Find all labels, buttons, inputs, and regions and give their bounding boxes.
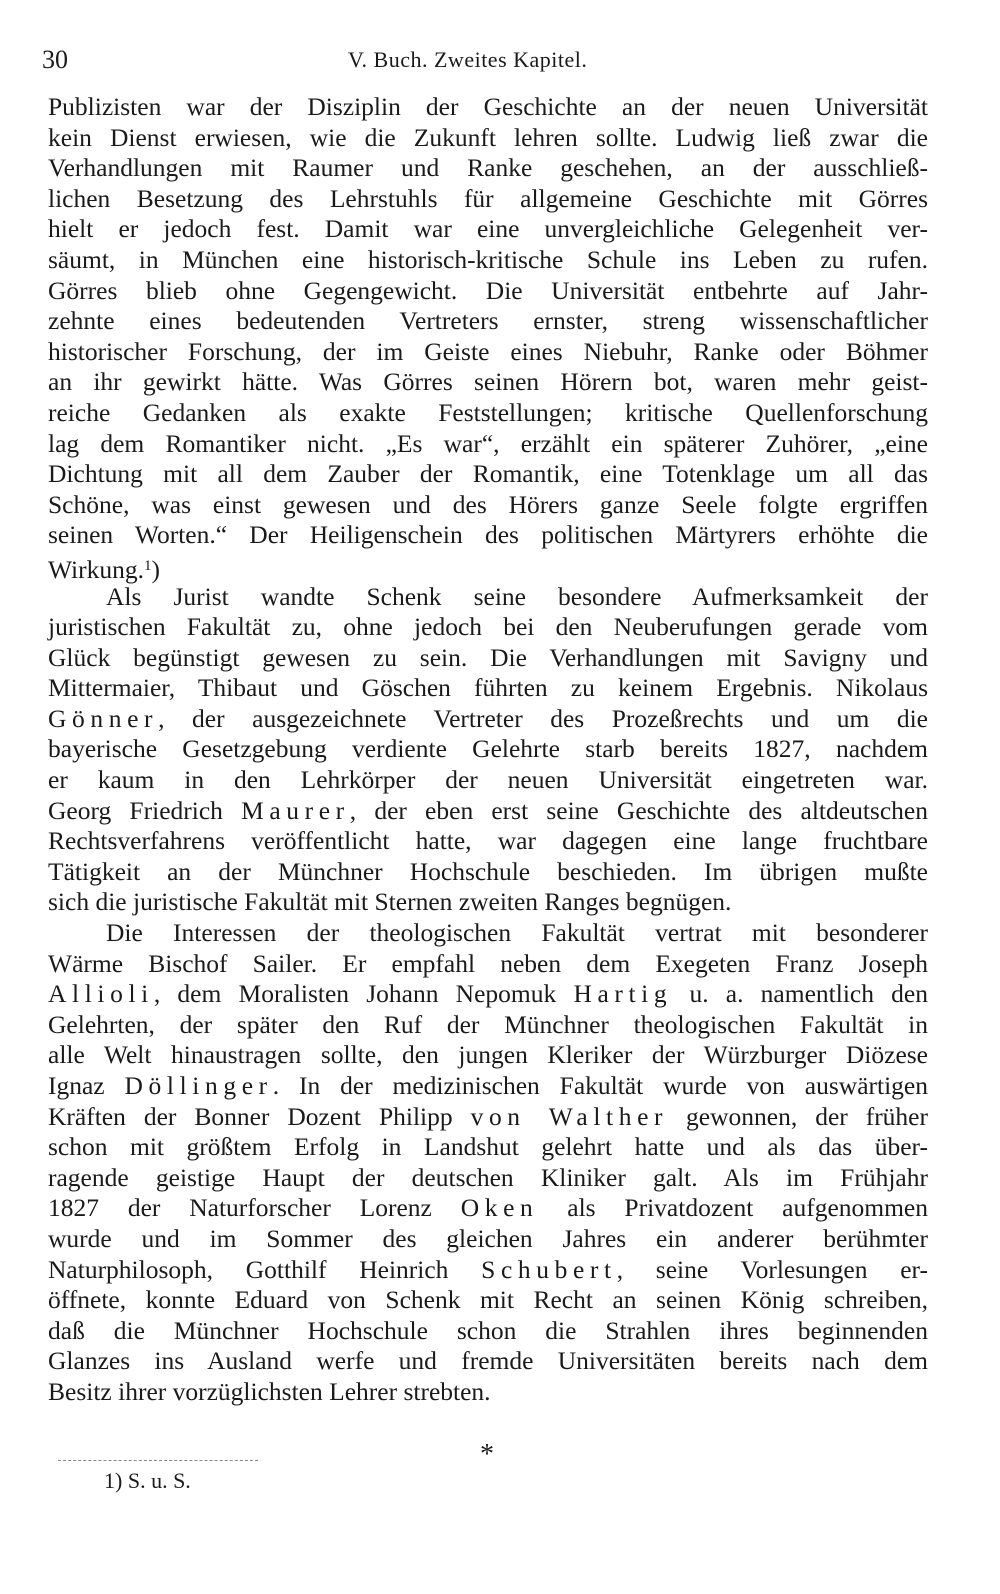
page-header [38,42,938,78]
text-line: Gelehrten, der später den Ruf der Münchner theologischen Fakultät in [48,1009,928,1039]
spaced-name: Gönner [48,703,159,733]
text-line: bayerische Gesetzgebung verdiente Gelehrte starb bereits 1827, nachdem [48,734,928,764]
body-text [48,92,928,1408]
text-line [48,704,928,735]
text-line: alle Welt hinaustragen sollte, den jungen Kleriker der Würzburger Diözese [48,1040,928,1070]
paragraph-start-line: Die Interessen der theologischen Fakultät vertrat mit besonderer [106,918,928,948]
text-fragment: Wirkung. [48,554,144,584]
text-fragment: 1827 der Naturforscher Lorenz [48,1193,461,1223]
text-fragment: , der ausgezeichnete Vertreter des Prozeßrechts und um die [158,703,928,733]
text-line: Besitz ihrer vorzüglichsten Lehrer strebten. [48,1376,491,1406]
text-line: wurde und im Sommer des gleichen Jahres ein anderer berühmter [48,1223,928,1253]
text-line: Glanzes ins Ausland werfe und fremde Universitäten bereits nach dem [48,1346,928,1376]
text-line: er kaum in den Lehrkörper der neuen Universität eingetreten war. [48,765,928,795]
text-fragment: , der eben erst seine Geschichte des altdeutschen [349,795,928,825]
spaced-name: Maurer [241,795,350,825]
text-line: Mittermaier, Thibaut und Göschen führten zu keinem Ergebnis. Nikolaus [48,673,928,703]
text-line [48,551,928,582]
text-line [48,796,928,827]
footnote-text: S. u. S. [127,1468,191,1493]
text-line: lichen Besetzung des Lehrstuhls für allgemeine Geschichte mit Görres [48,183,928,213]
text-line: Görres blieb ohne Gegengewicht. Die Universität entbehrte auf Jahr- [48,275,928,305]
text-line: juristischen Fakultät zu, ohne jedoch bei den Neuberufungen gerade vom [48,612,928,642]
text-fragment: Ignaz [48,1071,125,1100]
text-line: öffnete, konnte Eduard von Schenk mit Recht an seinen König schreiben, [48,1285,928,1315]
text-line: Verhandlungen mit Raumer und Ranke geschehen, an der ausschließ- [48,153,928,183]
footnote [104,1466,191,1496]
text-fragment: als Privatdozent aufgenommen [538,1193,928,1223]
text-fragment: u. a. namentlich den [672,979,928,1009]
text-line: daß die Münchner Hochschule schon die Strahlen ihres beginnenden [48,1315,928,1345]
footnote-reference: 1 [144,557,152,574]
text-line: Wärme Bischof Sailer. Er empfahl neben dem Exegeten Franz Joseph [48,948,928,978]
text-line [48,1193,928,1224]
text-fragment: . In der medizinischen Fakultät wurde von auswärtigen [272,1071,928,1100]
text-fragment: ) [151,554,160,584]
text-line: hielt er jedoch fest. Damit war eine unvergleichliche Gelegenheit ver- [48,214,928,244]
text-fragment: , seine Vorlesungen er- [616,1254,928,1284]
footnote-marker: 1) [104,1468,123,1493]
spaced-name: von Walther [470,1101,669,1131]
text-line: Glück begünstigt gewesen zu sein. Die Verhandlungen mit Savigny und [48,642,928,672]
spaced-name: Hartig [573,979,673,1009]
section-mark: * [480,1439,494,1470]
text-line: ragende geistige Haupt der deutschen Kliniker galt. Als im Frühjahr [48,1162,928,1192]
text-fragment: Georg Friedrich [48,795,242,825]
text-line: säumt, in München eine historisch-kritische Schule ins Leben zu rufen. [48,244,928,274]
text-line: zehnte eines bedeutenden Vertreters ernster, streng wissenschaftlicher [48,306,928,336]
text-line [48,979,928,1010]
spaced-name: Schubert [481,1254,617,1284]
text-fragment: , dem Moralisten Johann Nepomuk [153,979,574,1009]
running-head: V. Buch. Zweites Kapitel. [348,47,588,72]
text-line: schon mit größtem Erfolg in Landshut gelehrt hatte und als das über- [48,1132,928,1162]
text-line [48,1255,928,1286]
text-line: Tätigkeit an der Münchner Hochschule beschieden. Im übrigen mußte [48,856,928,886]
page-number: 30 [42,45,68,74]
text-line: an ihr gewirkt hätte. Was Görres seinen Hörern bot, waren mehr geist- [48,367,928,397]
text-line: kein Dienst erwiesen, wie die Zukunft lehren sollte. Ludwig ließ zwar die [48,122,928,152]
text-fragment: Naturphilosoph, Gotthilf Heinrich [48,1254,482,1284]
text-line: Schöne, was einst gewesen und des Hörers ganze Seele folgte ergriffen [48,489,928,519]
text-line: Dichtung mit all dem Zauber der Romantik, eine Totenklage um all das [48,459,928,489]
text-line: seinen Worten.“ Der Heiligenschein des politischen Märtyrers erhöhte die [48,520,928,550]
text-line: historischer Forschung, der im Geiste eines Niebuhr, Ranke oder Böhmer [48,336,928,366]
text-line: Rechtsverfahrens veröffentlicht hatte, war dagegen eine lange fruchtbare [48,826,928,856]
spaced-name: Oken [460,1193,539,1223]
text-fragment: gewonnen, der früher [668,1101,928,1131]
footnote-separator [58,1460,258,1461]
text-line: sich die juristische Fakultät mit Sternen zweiten Ranges begnügen. [48,887,732,917]
text-line: lag dem Romantiker nicht. „Es war“, erzählt ein späterer Zuhörer, „eine [48,428,928,458]
spaced-name: Allioli [48,979,154,1009]
text-fragment: Kräften der Bonner Dozent Philipp [48,1101,471,1131]
text-line [48,1071,928,1102]
text-line: reiche Gedanken als exakte Feststellungen; kritische Quellenforschung [48,397,928,427]
text-line [48,1102,928,1133]
text-line: Publizisten war der Disziplin der Geschichte an der neuen Universität [48,92,928,121]
spaced-name: Döllinger [124,1071,273,1100]
paragraph-start-line: Als Jurist wandte Schenk seine besondere Aufmerksamkeit der [106,581,928,611]
